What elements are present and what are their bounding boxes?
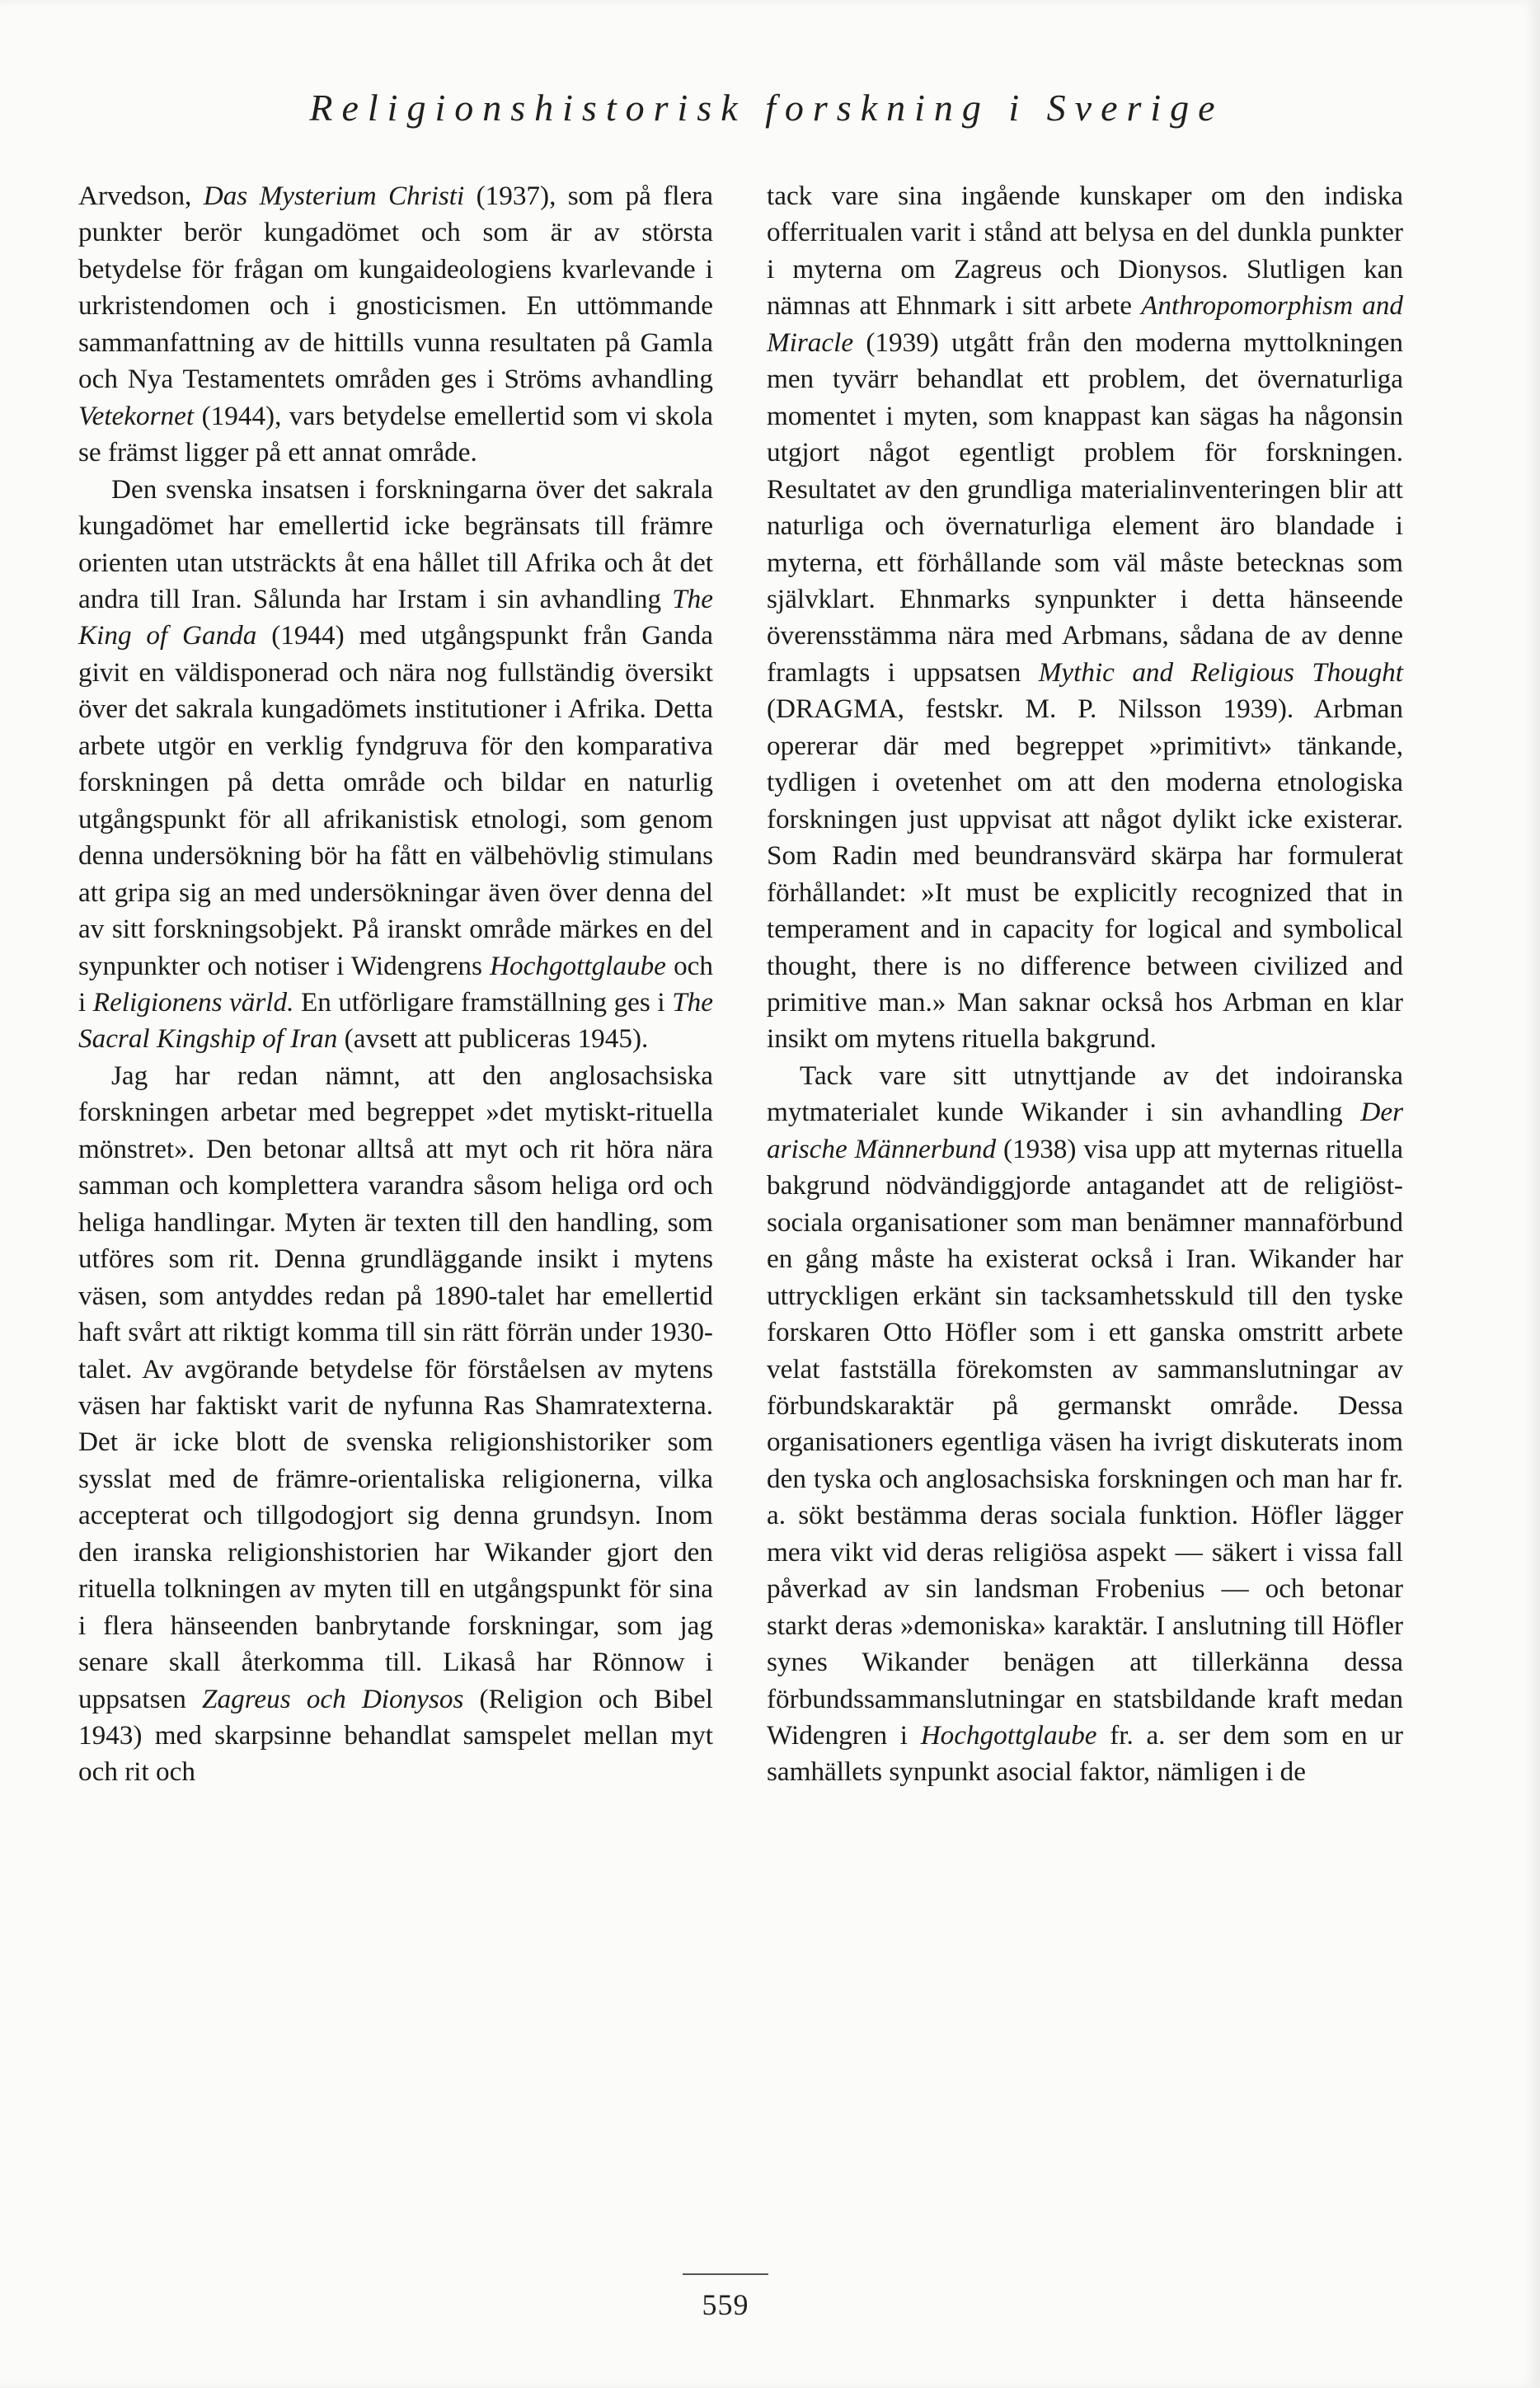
text-run: (1938) visa upp att myternas rituella bakgrund nödvändiggjorde antagandet att de religiöst-sociala organisationer som man benämner mannaförbund en gång måste ha existerat också i Iran. Wikander har uttryckligen erkänt sin tacksamhetsskuld till den tyske forskaren Otto Höfler som i ett ganska omstritt arbete velat fastställa förekomsten av sammanslutningar av förbundskaraktär på germanskt område. Dessa organisationers egentliga väsen ha ivrigt diskuterats inom den tyska och anglosachsiska forskningen och man har fr. a. sökt bestämma deras sociala funktion. Höfler lägger mera vikt vid deras religiösa aspekt — säkert i vissa fall påverkad av sin landsman Frobenius — och betonar starkt deras »demoniska» karaktär. I anslutning till Höfler synes Wikander benägen att tillerkänna dessa förbundssammanslutningar en statsbildande kraft medan Widengren i (767, 1133, 1404, 1751)
italic-title: Anthropomorphism and Miracle (767, 290, 1403, 358)
italic-title: Der arische Männerbund (767, 1097, 1403, 1164)
paragraph (78, 1058, 713, 1791)
paragraph (78, 472, 713, 1058)
italic-title: Hochgottglaube (920, 1720, 1097, 1751)
text-run: (1937), som på flera punkter berör kungadömet och som är av största betydelse för frågan om kungaideologiens kvarlevande i urkristendomen och i gnosticismen. En uttömmande sammanfattning av de hittills vunna resultaten på Gamla och Nya Testamentets områden ges i Ströms avhandling (78, 181, 713, 395)
page-number: 559 (702, 2288, 749, 2321)
italic-title: Vetekornet (78, 400, 195, 431)
text-run: (1939) utgått från den moderna myttolkningen men tyvärr behandlat ett problem, det övernaturliga momentet i myten, som knappast kan sägas ha någonsin utgjort något egentligt problem för forskningen. Resultatet av den grundliga materialinventeringen blir att naturliga och övernaturliga element äro blandade i myterna, ett förhållande som väl måste betecknas som självklart. Ehnmarks synpunkter i detta hänseende överensstämma nära med Arbmans, sådana de av denne framlagts i uppsatsen (767, 327, 1403, 688)
text-run: och i (78, 950, 713, 1018)
left-column (78, 178, 713, 1791)
text-run: Tack vare sitt utnyttjande av det indoiranska mytmaterialet kunde Wikander i sin avhandling (767, 1060, 1403, 1128)
running-head: Religionshistorisk forskning i Sverige (309, 87, 1224, 129)
text-run: (avsett att publiceras 1945). (337, 1023, 649, 1055)
italic-title: The King of Ganda (78, 583, 713, 651)
text-run: (1944), vars betydelse emellertid som vi skola se främst ligger på ett annat område. (78, 400, 713, 468)
italic-title: Zagreus och Dionysos (202, 1683, 464, 1714)
text-run: En utförligare framställning ges i (293, 986, 673, 1018)
folio-rule (683, 2273, 768, 2275)
italic-title: Religionens värld. (92, 986, 294, 1018)
paragraph (78, 178, 713, 472)
text-run: (DRAGMA, festskr. M. P. Nilsson 1939). Arbman opererar där med begreppet »primitivt» tänkande, tydligen i ovetenhet om att den moderna etnologiska forskningen just uppvisat att något dylikt icke existerar. Som Radin med beundransvärd skärpa har formulerat förhållandet: »It must be explicitly recognized that in temperament and in capacity for logical and symbolical thought, there is no difference between civilized and primitive man.» Man saknar också hos Arbman en klar insikt om mytens rituella bakgrund. (767, 693, 1403, 1055)
italic-title: Das Mysterium Christi (203, 181, 465, 211)
text-run: Den svenska insatsen i forskningarna över det sakrala kungadömet har emellertid icke begränsats till främre orienten utan utsträckts åt ena hållet till Afrika och åt det andra till Iran. Sålunda har Irstam i sin avhandling (78, 473, 713, 614)
italic-title: Mythic and Religious Thought (1038, 656, 1403, 688)
text-run: fr. a. ser dem som en ur samhällets synpunkt asocial faktor, nämligen i de (767, 1720, 1403, 1788)
italic-title: The Sacral Kingship of Iran (78, 986, 713, 1055)
right-column (767, 178, 1403, 1791)
paragraph (767, 178, 1403, 1058)
italic-title: Hochgottglaube (490, 950, 666, 981)
paragraph (767, 1058, 1403, 1791)
text-run: Jag har redan nämnt, att den anglosachsiska forskningen arbetar med begreppet »det mytiskt-rituella mönstret». Den betonar alltså att myt och rit höra nära samman och komplettera varandra såsom heliga ord och heliga handlingar. Myten är texten till den handling, som utföres som rit. Denna grundläggande insikt i mytens väsen, som antyddes redan på 1890-talet har emellertid haft svårt att riktigt komma till sin rätt förrän under 1930-talet. Av avgörande betydelse för förståelsen av mytens väsen har faktiskt varit de nyfunna Ras Shamratexterna. Det är icke blott de svenska religionshistoriker som sysslat med de främre-orientaliska religionerna, vilka accepterat och tillgodogjort sig denna grundsyn. Inom den iranska religionshistorien har Wikander gjort den rituella tolkningen av myten till en utgångspunkt för sina i flera hänseenden banbrytande forskningar, som jag senare skall återkomma till. Likaså har Rönnow i uppsatsen (78, 1060, 713, 1714)
text-run: (1944) med utgångspunkt från Ganda givit en väldisponerad och nära nog fullständig översikt över det sakrala kungadömets institutioner i Afrika. Detta arbete utgör en verklig fyndgruva för den komparativa forskningen på detta område och bildar en naturlig utgångspunkt för all afrikanistisk etnologi, som genom denna undersökning bör ha fått en välbehövlig stimulans att gripa sig an med undersökningar även över denna del av sitt forskningsobjekt. På iranskt område märkes en del synpunkter och notiser i Widengrens (78, 620, 713, 981)
text-run: tack vare sina ingående kunskaper om den indiska offerritualen varit i stånd att belysa en del dunkla punkter i myterna om Zagreus och Dionysos. Slutligen kan nämnas att Ehnmark i sitt arbete (767, 181, 1403, 322)
text-run: (Religion och Bibel 1943) med skarpsinne behandlat samspelet mellan myt och rit och (78, 1683, 714, 1788)
text-run: Arvedson, (78, 181, 204, 211)
